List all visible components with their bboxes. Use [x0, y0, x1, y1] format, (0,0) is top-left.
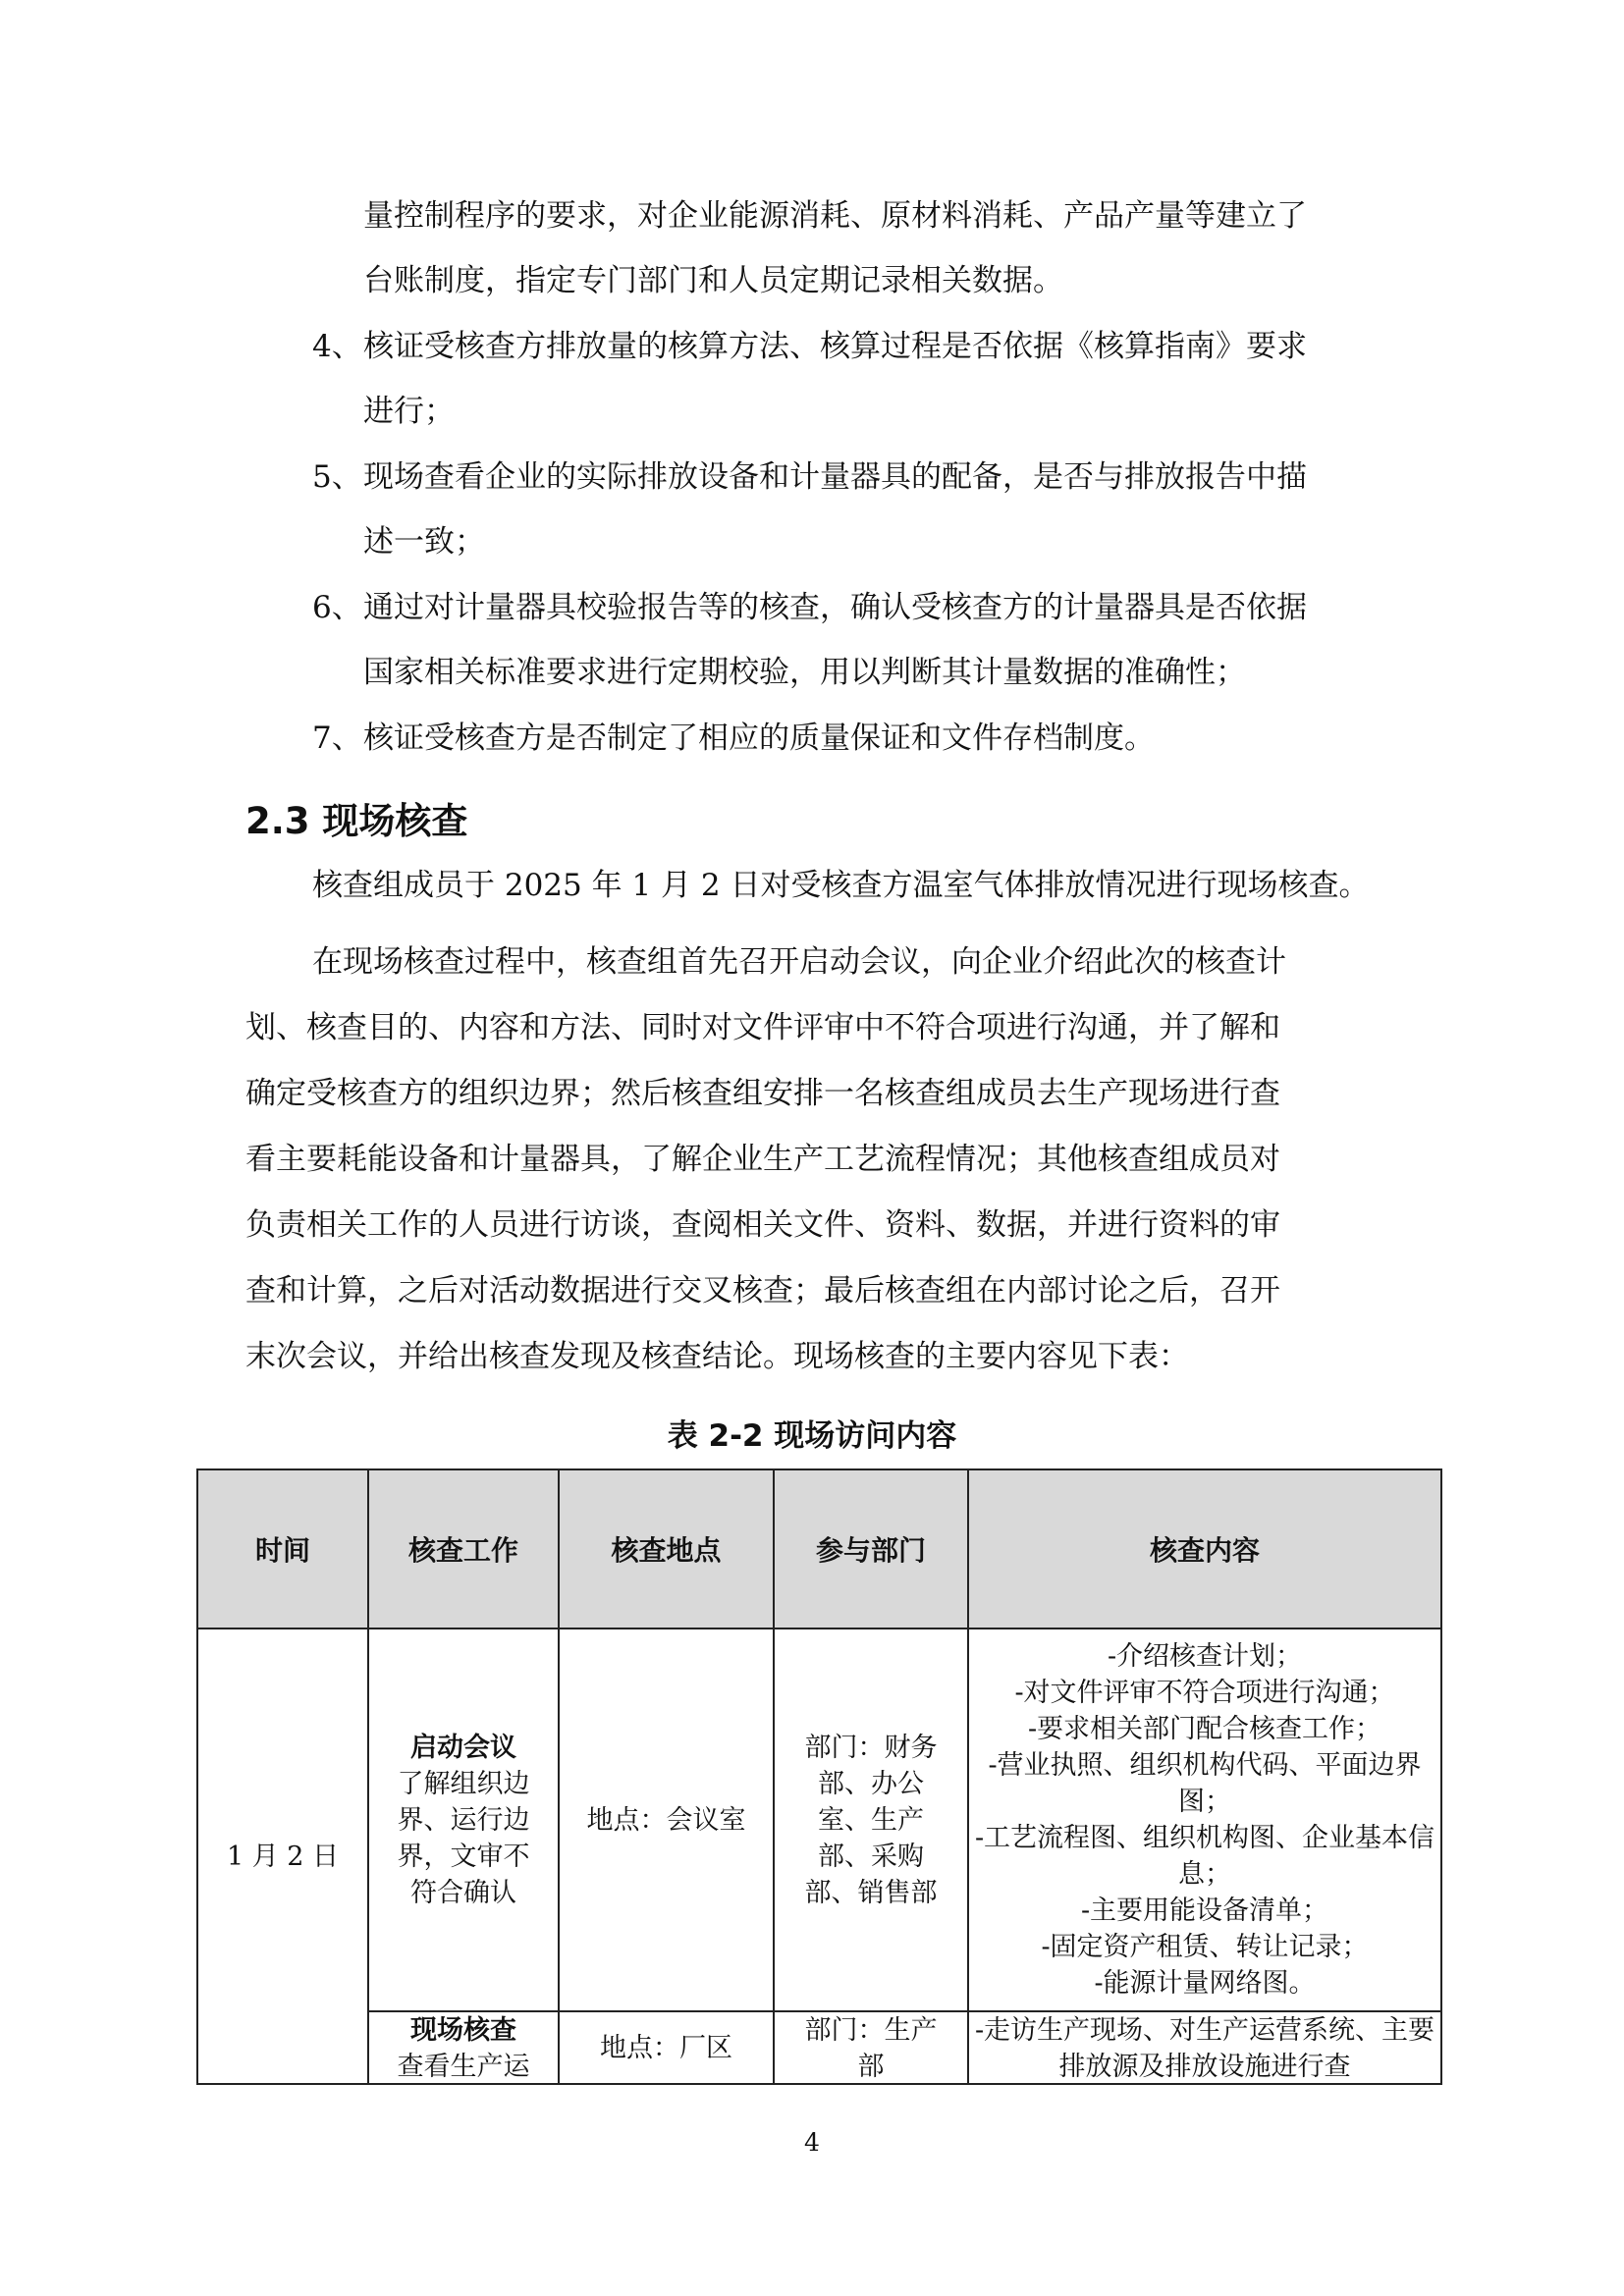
work-title: 现场核查 — [410, 2015, 516, 2046]
section-heading: 2.3 现场核查 — [245, 800, 468, 842]
header-dept: 参与部门 — [774, 1469, 968, 1629]
work-description: 查看生产运 — [397, 2052, 530, 2082]
content-line: -要求相关部门配合核查工作； — [1027, 1714, 1382, 1744]
table-header-row — [197, 1469, 1441, 1629]
list-item-text: 核证受核查方是否制定了相应的质量保证和文件存档制度。 — [363, 721, 1155, 756]
list-item-text: 通过对计量器具校验报告等的核查，确认受核查方的计量器具是否依据 — [363, 590, 1307, 625]
table-row — [197, 1629, 1441, 2011]
content-cell — [968, 2011, 1441, 2084]
content-line: -走访生产现场、对生产运营系统、主要排放源及排放设施进行查 — [974, 2015, 1435, 2082]
dept-cell — [774, 2011, 968, 2084]
list-item-text: 述一致； — [363, 524, 485, 560]
dept-cell — [774, 1629, 968, 2011]
list-item-number: 7、 — [312, 721, 362, 756]
list-item-number: 5、 — [312, 459, 362, 495]
work-title: 启动会议 — [410, 1732, 516, 1763]
work-description: 了解组织边界、运行边界，文审不符合确认 — [397, 1768, 530, 1908]
content-line: -能源计量网络图。 — [1094, 1968, 1316, 1999]
list-item-text: 国家相关标准要求进行定期校验，用以判断其计量数据的准确性； — [363, 655, 1246, 690]
list-item-text: 现场查看企业的实际排放设备和计量器具的配备，是否与排放报告中描 — [363, 459, 1307, 495]
section-paragraph-line: 负责相关工作的人员进行访谈，查阅相关文件、资料、数据，并进行资料的审 — [245, 1207, 1280, 1243]
section-paragraph-line: 确定受核查方的组织边界；然后核查组安排一名核查组成员去生产现场进行查 — [245, 1076, 1280, 1111]
section-paragraph-line: 看主要耗能设备和计量器具，了解企业生产工艺流程情况；其他核查组成员对 — [245, 1142, 1280, 1177]
place-cell: 地点：会议室 — [559, 1629, 774, 2011]
list-item-number: 6、 — [312, 590, 362, 625]
content-line: -工艺流程图、组织机构图、企业基本信息； — [974, 1823, 1435, 1890]
dept-text: 部门：生产部 — [804, 2015, 938, 2082]
table-caption: 表 2-2 现场访问内容 — [667, 1418, 957, 1454]
header-place: 核查地点 — [559, 1469, 774, 1629]
list-item-text: 核证受核查方排放量的核算方法、核算过程是否依据《核算指南》要求 — [363, 329, 1307, 364]
content-cell — [968, 1629, 1441, 2011]
continuation-line-1: 量控制程序的要求，对企业能源消耗、原材料消耗、产品产量等建立了 — [363, 198, 1307, 234]
content-line: -固定资产租赁、转让记录； — [1041, 1932, 1369, 1962]
list-item-text: 进行； — [363, 394, 455, 429]
section-paragraph-line: 查和计算，之后对活动数据进行交叉核查；最后核查组在内部讨论之后，召开 — [245, 1273, 1280, 1308]
work-cell — [368, 2011, 559, 2084]
content-line: -介绍核查计划； — [1107, 1641, 1303, 1672]
date-cell: 1 月 2 日 — [197, 1629, 368, 2084]
section-paragraph-line: 末次会议，并给出核查发现及核查结论。现场核查的主要内容见下表： — [245, 1339, 1189, 1374]
table-row — [197, 2011, 1441, 2084]
section-paragraph-1: 核查组成员于 2025 年 1 月 2 日对受核查方温室气体排放情况进行现场核查。 — [312, 868, 1370, 903]
content-line: -营业执照、组织机构代码、平面边界图； — [988, 1750, 1422, 1817]
site-visit-table — [196, 1468, 1442, 2085]
section-paragraph-line: 划、核查目的、内容和方法、同时对文件评审中不符合项进行沟通，并了解和 — [245, 1010, 1280, 1045]
list-item-number: 4、 — [312, 329, 362, 364]
place-cell: 地点：厂区 — [559, 2011, 774, 2084]
work-cell — [368, 1629, 559, 2011]
content-line: -对文件评审不符合项进行沟通； — [1014, 1678, 1395, 1708]
section-paragraph-line: 在现场核查过程中，核查组首先召开启动会议，向企业介绍此次的核查计 — [312, 944, 1286, 980]
continuation-line-2: 台账制度，指定专门部门和人员定期记录相关数据。 — [363, 263, 1063, 298]
header-time: 时间 — [197, 1469, 368, 1629]
content-line: -主要用能设备清单； — [1080, 1896, 1329, 1926]
dept-text: 部门：财务部、办公室、生产部、采购部、销售部 — [804, 1732, 938, 1908]
header-work: 核查工作 — [368, 1469, 559, 1629]
page-number: 4 — [804, 2128, 820, 2157]
header-content: 核查内容 — [968, 1469, 1441, 1629]
